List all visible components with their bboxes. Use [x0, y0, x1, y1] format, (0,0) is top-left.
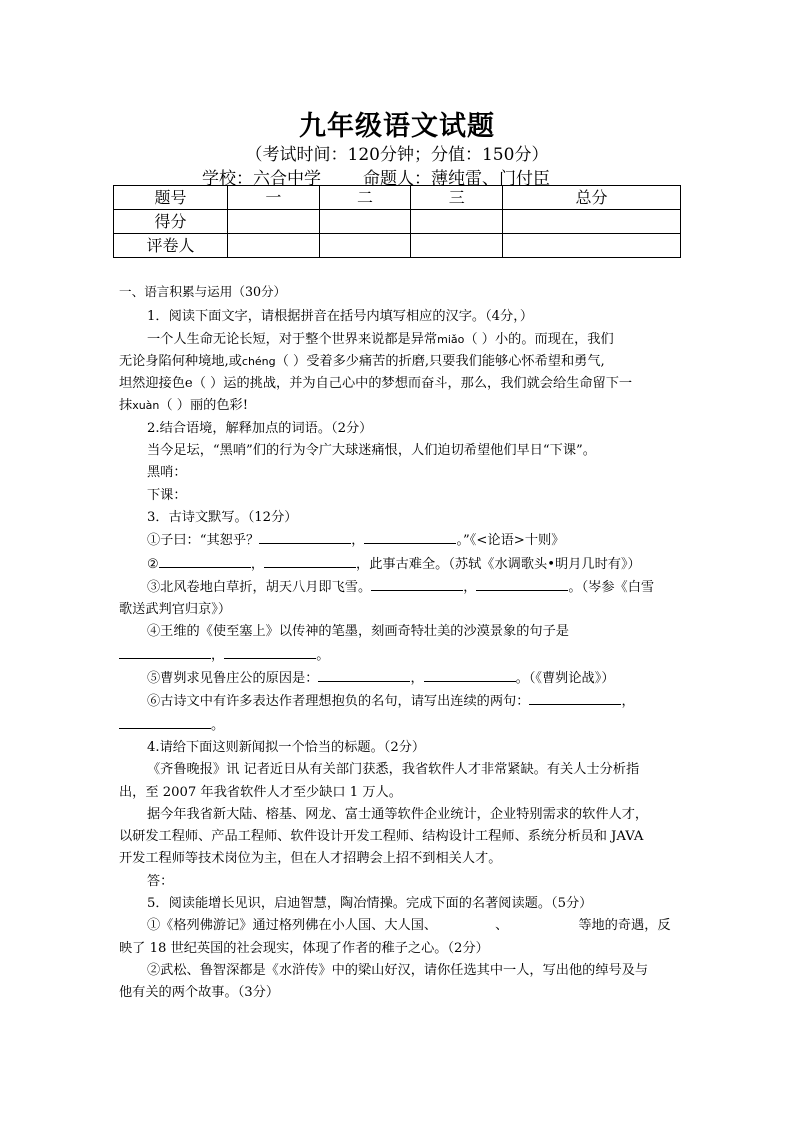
score-table-header: 三 [411, 186, 503, 210]
answer-blank[interactable] [364, 529, 456, 544]
exam-authors: 命题人：薄纯雷、门付臣 [363, 169, 550, 189]
news-text: 据今年我省新大陆、榕基、网龙、富士通等软件企业统计，企业特别需求的软件人才， [147, 806, 649, 822]
answer-label: 黑哨： [147, 465, 187, 481]
score-row-label: 评卷人 [114, 234, 228, 258]
score-table [113, 185, 681, 258]
pinyin-hint: miǎo [437, 332, 465, 346]
poem-item: ①子曰：“其恕乎？ ， 。”《<论语>十则》 [119, 529, 675, 552]
poem-item-continued: ， 。 [119, 644, 675, 667]
score-table-header: 二 [319, 186, 411, 210]
page-title: 九年级语文试题 [299, 111, 495, 142]
school-name: 学校：六合中学 [202, 169, 321, 189]
news-text: 以研发工程师、产品工程师、软件设计开发工程师、结构设计工程师、系统分析员和 JAVA [119, 829, 644, 845]
answer-blank[interactable] [224, 644, 316, 659]
reading-item-continued: 他有关的两个故事。（3分） [119, 985, 280, 1001]
score-row-label: 得分 [114, 210, 228, 234]
grader-cell[interactable] [228, 234, 320, 258]
question-1-text-line: 坦然迎接色e（ ）运的挑战，并为自己心中的梦想而奋斗，那么，我们就会给生命留下一 [119, 376, 633, 392]
answer-label: 下课： [147, 487, 187, 503]
poem-item: ⑤曹刿求见鲁庄公的原因是： ， 。（《曹刿论战》） [119, 667, 675, 690]
grader-cell[interactable] [319, 234, 411, 258]
answer-blank[interactable] [529, 690, 621, 705]
section-1 [119, 281, 675, 1005]
score-cell[interactable] [228, 210, 320, 234]
question-1-text-line: 无论身陷何种境地,或chéng（ ）受着多少痛苦的折磨,只要我们能够心怀希望和勇气, [119, 353, 605, 369]
answer-blank[interactable] [424, 667, 516, 682]
score-cell[interactable] [319, 210, 411, 234]
answer-blank[interactable] [371, 576, 463, 591]
grader-cell[interactable] [503, 234, 681, 258]
answer-blank[interactable] [318, 667, 410, 682]
reading-item: ①《格列佛游记》通过格列佛在小人国、大人国、 、 等地的奇遇，反 [147, 918, 671, 934]
score-table-row [114, 234, 681, 258]
answer-label[interactable]: 答： [147, 873, 174, 889]
poem-item-continued: 歌送武判官归京》） [119, 602, 232, 618]
question-2-prompt: 2.结合语境，解释加点的词语。（2分） [147, 420, 373, 436]
pinyin-hint: xuàn [132, 399, 160, 413]
score-cell[interactable] [503, 210, 681, 234]
answer-blank[interactable] [159, 553, 251, 568]
score-table-header: 总分 [503, 186, 681, 210]
score-cell[interactable] [411, 210, 503, 234]
answer-blank[interactable] [119, 714, 211, 729]
score-table-header: 一 [228, 186, 320, 210]
question-5-prompt: 5．阅读能增长见识，启迪智慧，陶冶情操。完成下面的名著阅读题。（5分） [147, 896, 593, 912]
poem-item: ⑥古诗文中有许多表达作者理想抱负的名句，请写出连续的两句： ， [119, 690, 675, 713]
section-heading: 一、语言积累与运用（30分） [119, 284, 287, 299]
pinyin-hint: chéng [241, 354, 276, 368]
question-3-prompt: 3．古诗文默写。（12分） [147, 509, 298, 525]
answer-blank[interactable] [264, 553, 356, 568]
news-text: 开发工程师等技术岗位为主，但在人才招聘会上招不到相关人才。 [119, 851, 502, 867]
answer-blank[interactable]: （ ）小的。而现在，我们 [464, 331, 614, 347]
answer-blank[interactable] [476, 576, 568, 591]
score-table-row [114, 210, 681, 234]
answer-blank[interactable]: （ ）受着多少痛苦的折磨,只要我们能够心怀希望和勇气, [275, 353, 605, 369]
news-text: 《齐鲁晚报》讯 记者近日从有关部门获悉，我省软件人才非常紧缺。有关人士分析指 [147, 762, 640, 778]
score-table-header: 题号 [114, 186, 228, 210]
question-2-text: 当今足坛，“黑哨”们的行为令广大球迷痛恨，人们迫切希望他们早日“下课”。 [147, 443, 596, 459]
poem-item-continued: 。 [119, 714, 675, 737]
news-text: 出，至 2007 年我省软件人才至少缺口 1 万人。 [119, 784, 402, 800]
reading-item-continued: 映了 18 世纪英国的社会现实，体现了作者的稚子之心。（2分） [119, 940, 489, 956]
poem-item: ④王维的《使至塞上》以传神的笔墨，刻画奇特壮美的沙漠景象的句子是 [147, 624, 569, 640]
exam-info: （考试时间：120分钟；分值：150分） [245, 145, 549, 165]
grader-cell[interactable] [411, 234, 503, 258]
question-4-prompt: 4.请给下面这则新闻拟一个恰当的标题。（2分） [147, 739, 426, 755]
score-table-header-row [114, 186, 681, 210]
answer-blank[interactable]: （ ）丽的色彩! [159, 398, 249, 414]
reading-item: ②武松、鲁智深都是《水浒传》中的梁山好汉，请你任选其中一人，写出他的绰号及与 [147, 962, 649, 978]
answer-blank[interactable] [119, 644, 211, 659]
question-1-text-line: 一个人生命无论长短，对于整个世界来说都是异常miǎo（ ）小的。而现在，我们 [147, 331, 614, 347]
poem-item: ③北风卷地白草折，胡天八月即飞雪。 ， 。（岑参《白雪 [119, 576, 675, 599]
poem-item: ② ， ，此事古难全。（苏轼《水调歌头•明月几时有》） [119, 553, 675, 576]
question-1-text-line: 抹xuàn（ ）丽的色彩! [119, 398, 249, 414]
question-1-prompt: 1．阅读下面文字，请根据拼音在括号内填写相应的汉字。（4分，） [147, 309, 534, 325]
answer-blank[interactable] [259, 529, 351, 544]
